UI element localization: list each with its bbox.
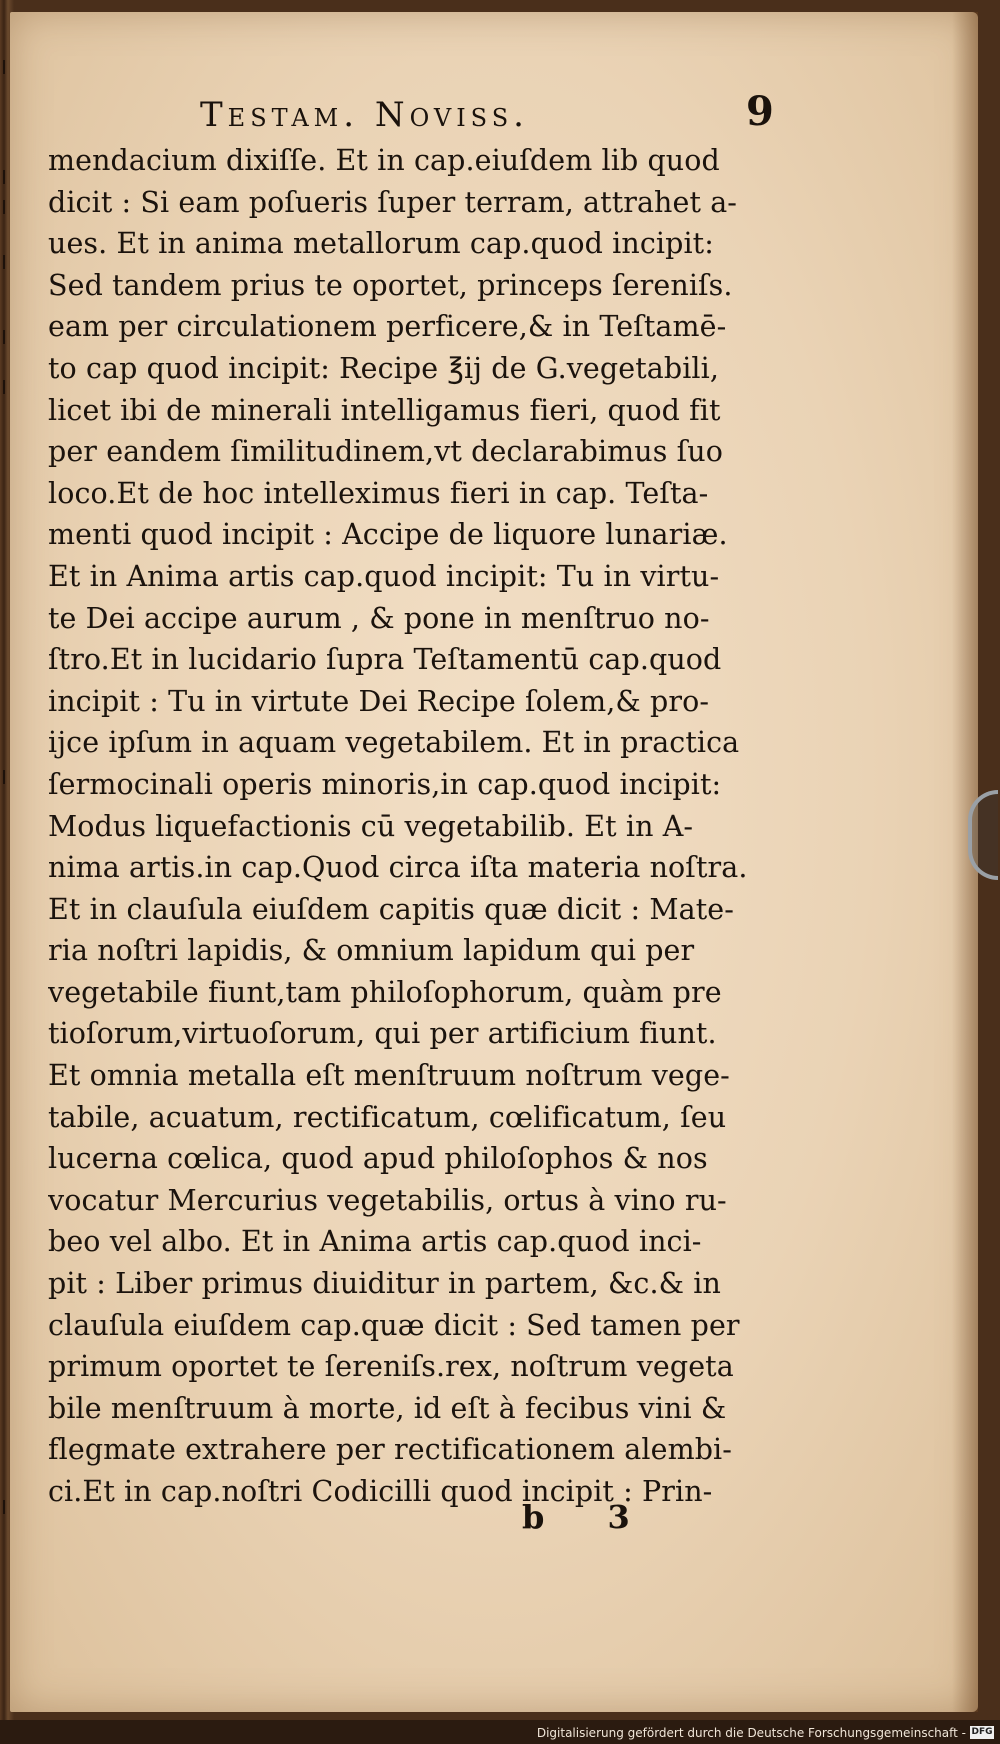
text-line: lucerna cœlica, quod apud philoſophos & nos	[48, 1142, 708, 1176]
text-line: primum oportet te ſereniſs.rex, noſtrum vegeta	[48, 1350, 734, 1384]
text-line: ſtro.Et in lucidario ſupra Teſtamentū cap.quod	[48, 643, 722, 677]
text-line: clauſula eiuſdem cap.quæ dicit : Sed tamen per	[48, 1308, 740, 1342]
text-line: to cap quod incipit: Recipe ℥ij de G.vegetabili,	[48, 351, 720, 385]
text-line: Modus liquefactionis cū vegetabilib. Et in A-	[48, 809, 694, 843]
text-line: pit : Liber primus diuiditur in partem, &c.& in	[48, 1267, 721, 1301]
text-line: ci.Et in cap.noſtri Codicilli quod incipit : Prin-	[48, 1475, 713, 1508]
text-line: licet ibi de minerali intelligamus fieri, quod fit	[48, 393, 721, 427]
body-text	[48, 140, 800, 1513]
text-line: Et in Anima artis cap.quod incipit: Tu in virtu-	[48, 559, 720, 593]
digitization-credit: Digitalisierung gefördert durch die Deutsche Forschungsgemeinschaft -	[536, 1726, 966, 1740]
running-head: Testam. Noviss.	[200, 95, 529, 135]
text-line: ijce ipſum in aquam vegetabilem. Et in practica	[48, 726, 740, 760]
signature-mark: b 3	[522, 1498, 656, 1536]
text-line: ſermocinali operis minoris,in cap.quod incipit:	[48, 767, 722, 801]
text-line: tabile, acuatum, rectificatum, cœlificatum, ſeu	[48, 1100, 727, 1134]
text-line: eam per circulationem perficere,& in Teſtamē-	[48, 310, 727, 344]
text-line: Et in clauſula eiuſdem capitis quæ dicit : Mate-	[48, 892, 734, 926]
text-line: tioſorum,virtuoſorum, qui per artificium fiunt.	[48, 1017, 717, 1051]
text-line: Et omnia metalla eſt menſtruum noſtrum vege-	[48, 1059, 730, 1093]
text-line: per eandem ſimilitudinem,vt declarabimus ſuo	[48, 435, 723, 469]
text-line: vegetabile fiunt,tam philoſophorum, quàm pre	[48, 975, 722, 1009]
text-line: beo vel albo. Et in Anima artis cap.quod inci-	[48, 1225, 702, 1259]
text-line: mendacium dixiſſe. Et in cap.eiuſdem lib quod	[48, 144, 720, 177]
text-line: ria noſtri lapidis, & omnium lapidum qui per	[48, 934, 695, 968]
text-line: bile menſtruum à morte, id eſt à fecibus vini &	[48, 1391, 727, 1425]
text-line: menti quod incipit : Accipe de liquore lunariæ.	[48, 518, 728, 552]
book-clasp	[968, 790, 998, 880]
dfg-logo-icon: DFG	[971, 1727, 993, 1737]
text-line: ues. Et in anima metallorum cap.quod incipit:	[48, 227, 714, 261]
text-line: flegmate extrahere per rectificationem alembi-	[48, 1433, 732, 1467]
text-line: vocatur Mercurius vegetabilis, ortus à vino ru-	[48, 1183, 727, 1217]
text-line: te Dei accipe aurum , & pone in menſtruo no-	[48, 601, 710, 635]
text-line: nima artis.in cap.Quod circa iſta materia noſtra.	[48, 851, 748, 885]
text-line: dicit : Si eam poſueris ſuper terram, attrahet a-	[48, 185, 738, 219]
text-line: incipit : Tu in virtute Dei Recipe ſolem,& pro-	[48, 684, 710, 718]
folio-number: 9	[746, 88, 774, 135]
text-line: loco.Et de hoc intelleximus fieri in cap. Teſta-	[48, 476, 709, 510]
text-line: Sed tandem prius te oportet, princeps ſereniſs.	[48, 268, 733, 302]
